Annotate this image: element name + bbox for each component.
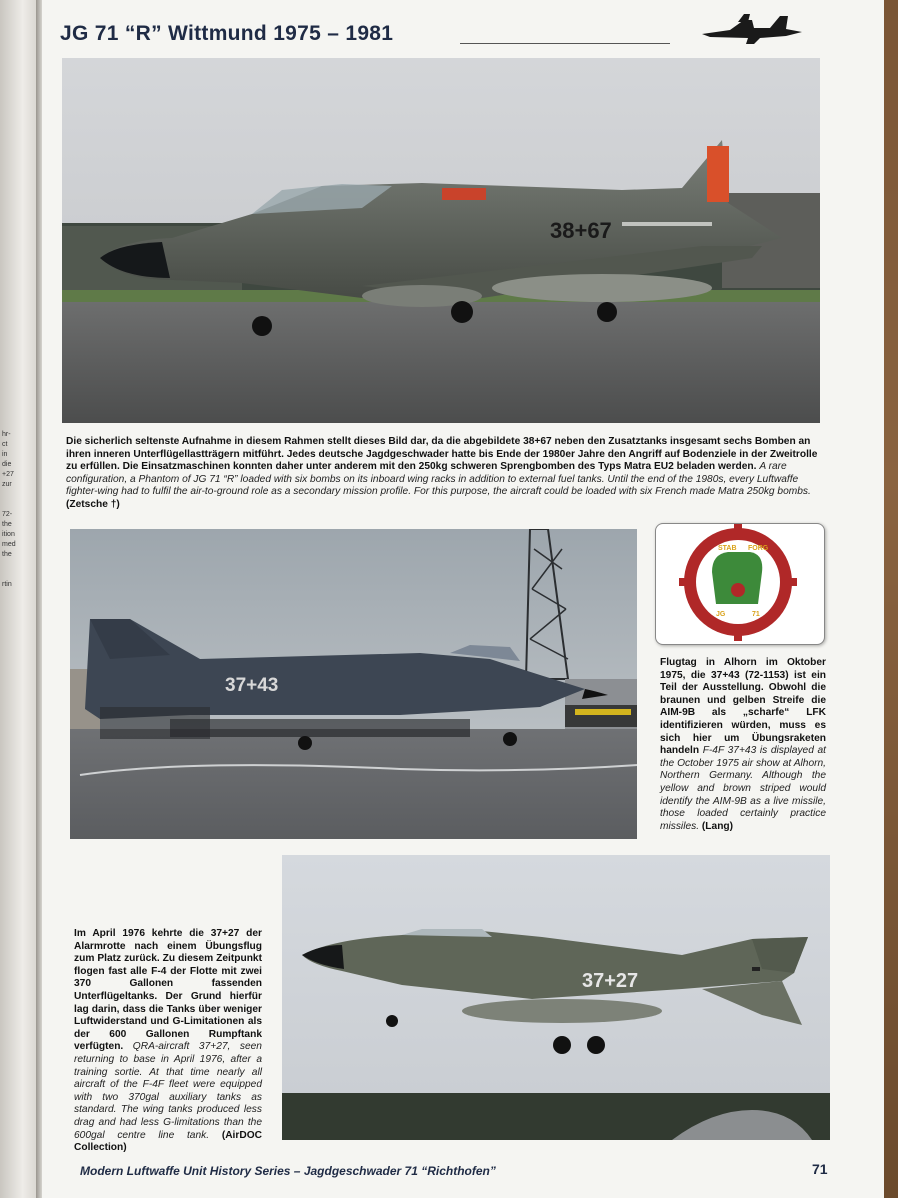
- badge-text-top: STAB: [718, 545, 737, 552]
- title-rule: [460, 43, 670, 44]
- photo-phantom-38-67: [62, 58, 820, 423]
- unit-badge-card: [655, 523, 825, 645]
- stub-line: rtin: [2, 581, 12, 588]
- stab-jg71-emblem-icon: [656, 524, 824, 644]
- caption-de: Im April 1976 kehrte die 37+27 der Alarmrotte nach einem Übungsflug zum Platz zurück. Zu diesem Zeitpunkt flogen fast alle F-4 der Flotte mit zwei 370 Gallonen fassenden Unterflügeltanks. Der Grund hierfür lag darin, dass die Tanks über weniger Luftwiderstand und G-Limitationen als der 600 Gallonen Rumpftank verfügten.: [74, 928, 262, 1053]
- stub-line: the: [2, 521, 12, 528]
- stub-line: 72-: [2, 511, 13, 518]
- caption-en: QRA-aircraft 37+27, seen returning to base in April 1976, after a training sortie. At that time nearly all aircraft of the F-4F fleet were equipped with two 370gal auxiliary tanks as standard. The wing tanks produced less drag and had less G-limitations than the 600gal centre line tank.: [74, 1041, 262, 1141]
- phantom-silhouette-icon: [700, 6, 805, 48]
- stub-line: zur: [2, 481, 12, 488]
- caption-en: F-4F 37+43 is displayed at the October 1975 air show at Alhorn, Northern Germany. Although the yellow and brown striped would identify the AIM-9B as a live missile, those loaded certainly practice missiles.: [660, 745, 826, 832]
- photo-credit: (AirDOC Collection): [74, 1129, 262, 1154]
- aircraft-serial: 38+67: [550, 218, 612, 243]
- photo-phantom-37-43: [70, 529, 637, 839]
- stub-line: +27: [2, 471, 14, 478]
- stub-line: ition: [2, 531, 15, 538]
- badge-text-bottom: JG: [716, 611, 726, 618]
- stub-line: med: [2, 541, 16, 548]
- caption-de: Die sicherlich seltenste Aufnahme in diesem Rahmen stellt dieses Bild dar, da die abgebildete 38+67 neben den Zusatztanks insgesamt sechs Bomben an ihren inneren Unterflügellastträgern mitführt. Jedes deutsche Jagdgeschwader hatte bis Ende der 1980er Jahre den Angriff auf Bodenziele in der Zweitrolle zu erfüllen. Die Einsatzmaschinen konnten daher unter anderem mit den 250kg schweren Sprengbomben des Typs Matra EU2 beladen werden.: [66, 436, 818, 473]
- stub-line: hr-: [2, 431, 11, 438]
- caption-photo3: [74, 928, 262, 1155]
- photo-credit: (Lang): [701, 820, 734, 832]
- caption-en: A rare configuration, a Phantom of JG 71 “R” loaded with six bombs on its inboard wing racks in addition to external fuel tanks. Until the end of the 1980s, every Luftwaffe fighter-wing had to fulfil the air-to-ground role as a secondary mission profile. For this purpose, the aircraft could be loaded with six French made Matra 250kg bombs.: [66, 461, 811, 498]
- page-number: 71: [812, 1161, 828, 1177]
- aircraft-serial: 37+27: [582, 970, 639, 992]
- photo-credit: (Zetsche †): [66, 498, 120, 510]
- photo-phantom-37-27: [282, 855, 830, 1140]
- series-footer: Modern Luftwaffe Unit History Series – Jagdgeschwader 71 “Richthofen”: [80, 1164, 496, 1178]
- badge-text-bottom2: 71: [752, 611, 760, 618]
- page-title: JG 71 “R” Wittmund 1975 – 1981: [60, 22, 394, 45]
- stub-line: ct: [2, 441, 8, 448]
- table-background: [884, 0, 898, 1198]
- badge-text-top2: FORG: [748, 545, 769, 552]
- caption-photo2: [660, 657, 826, 833]
- caption-photo1: [66, 436, 824, 512]
- stub-line: the: [2, 551, 12, 558]
- caption-de: Flugtag in Alhorn im Oktober 1975, die 37+43 (72-1153) ist ein Teil der Ausstellung. Obwohl die braunen und gelben Streife die AIM-9B als „scharfe“ LFK identifizieren würden, muss es sich hier um Übungsraketen handeln: [660, 657, 826, 757]
- book-binding: [0, 0, 38, 1198]
- stub-line: die: [2, 461, 12, 468]
- stub-line: in: [2, 451, 8, 458]
- aircraft-serial: 37+43: [225, 675, 279, 696]
